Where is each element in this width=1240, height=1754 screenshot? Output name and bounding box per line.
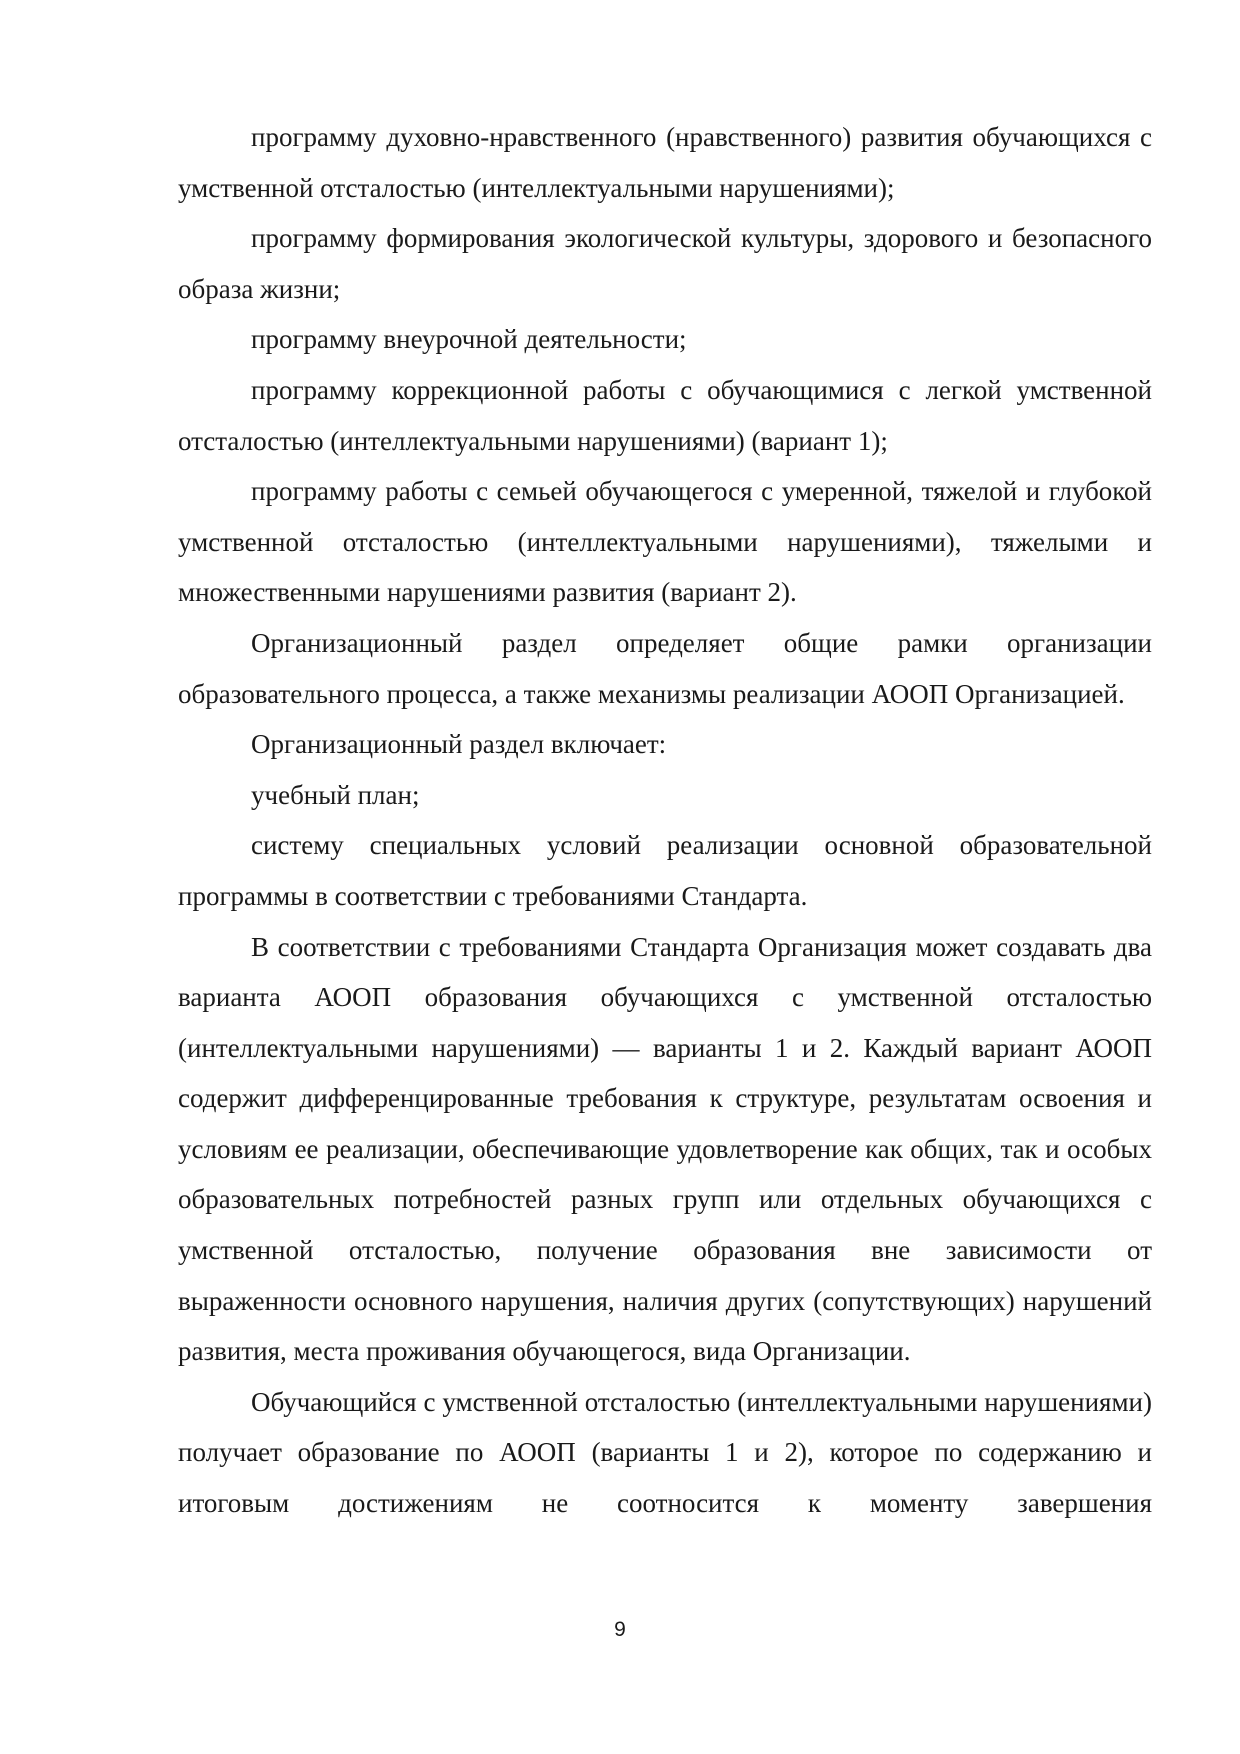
paragraph: Организационный раздел определяет общие рамки организации образовательного процесса, а также механизмы реализации АООП Организацией. bbox=[178, 627, 1152, 709]
paragraph: программу работы с семьей обучающегося с умеренной, тяжелой и глубокой умственной отсталостью (интеллектуальными нарушениями), тяжелыми и множественными нарушениями развития (вариант 2). bbox=[178, 476, 1152, 608]
page-number: 9 bbox=[614, 1618, 626, 1641]
document-body bbox=[178, 112, 1152, 1529]
paragraph: В соответствии с требованиями Стандарта Организация может создавать два варианта АООП образования обучающихся с умственной отсталостью (интеллектуальными нарушениями) — варианты 1 и 2. Каждый вариант АООП содержит дифференцированные требования к структуре, результатам освоения и условиям ее реализации, обеспечивающие удовлетворение как общих, так и особых образовательных потребностей разных групп или отдельных обучающихся с умственной отсталостью, получение образования вне зависимости от выраженности основного нарушения, наличия других (сопутствующих) нарушений развития, места проживания обучающегося, вида Организации. bbox=[178, 931, 1152, 1367]
paragraph-continued: Обучающийся с умственной отсталостью (интеллектуальными нарушениями) получает образование по АООП (варианты 1 и 2), которое по содержанию и итоговым достижениям не соотносится к моменту завершения bbox=[178, 1386, 1152, 1519]
paragraph: программу формирования экологической культуры, здорового и безопасного образа жизни; bbox=[178, 223, 1152, 304]
paragraph: учебный план; bbox=[251, 779, 420, 810]
paragraph: программу внеурочной деятельности; bbox=[251, 324, 687, 355]
paragraph: Организационный раздел включает: bbox=[251, 729, 667, 760]
paragraph: программу коррекционной работы с обучающимися с легкой умственной отсталостью (интеллектуальными нарушениями) (вариант 1); bbox=[178, 374, 1152, 456]
paragraph: программу духовно-нравственного (нравственного) развития обучающихся с умственной отсталостью (интеллектуальными нарушениями); bbox=[178, 122, 1152, 203]
paragraph: систему специальных условий реализации основной образовательной программы в соответствии с требованиями Стандарта. bbox=[178, 830, 1152, 911]
